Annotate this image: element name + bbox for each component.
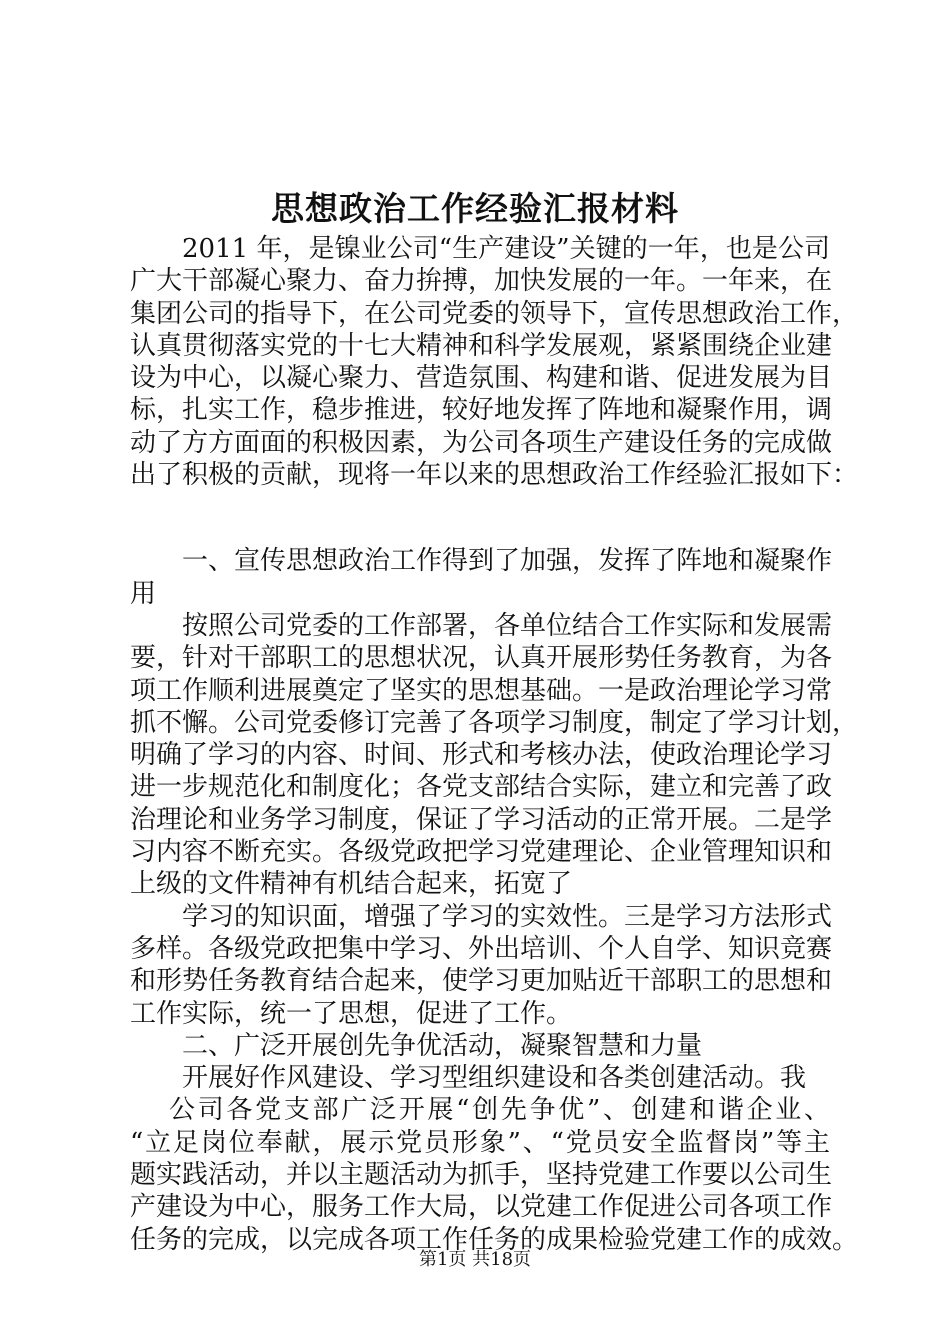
text-line: 抓不懈。公司党委修订完善了各项学习制度，制定了学习计划， bbox=[130, 707, 859, 738]
text-line: 习内容不断充实。各级党政把学习党建理论、企业管理知识和 bbox=[130, 837, 833, 868]
text-line: “立足岗位奉献，展示党员形象”、“党员安全监督岗”等主 bbox=[130, 1127, 830, 1158]
document-title: 思想政治工作经验汇报材料 bbox=[271, 189, 679, 228]
section-heading-two bbox=[130, 1030, 830, 1062]
paragraph-knowledge bbox=[130, 901, 833, 1030]
text-line: 和形势任务教育结合起来，使学习更加贴近干部职工的思想和 bbox=[130, 966, 833, 997]
text-line: 多样。各级党政把集中学习、外出培训、个人自学、知识竞赛 bbox=[130, 933, 833, 964]
paragraph-study bbox=[130, 610, 859, 901]
text-line: 按照公司党委的工作部署，各单位结合工作实际和发展需 bbox=[182, 610, 833, 641]
text-line: 设为中心，以凝心聚力、营造氛围、构建和谐、促进发展为目 bbox=[130, 363, 833, 394]
paragraph-party-branch bbox=[130, 1094, 859, 1255]
text-line: 项工作顺利进展奠定了坚实的思想基础。一是政治理论学习常 bbox=[130, 675, 833, 706]
text-line: 产建设为中心，服务工作大局，以党建工作促进公司各项工作 bbox=[130, 1192, 833, 1223]
page-number-footer: 第1页 共18页 bbox=[418, 1249, 532, 1270]
text-line: 学习的知识面，增强了学习的实效性。三是学习方法形式 bbox=[182, 901, 833, 932]
text-line: 明确了学习的内容、时间、形式和考核办法，使政治理论学习 bbox=[130, 740, 833, 771]
text-line: 集团公司的指导下，在公司党委的领导下，宣传思想政治工作， bbox=[130, 298, 859, 329]
text-line: 用 bbox=[130, 578, 157, 609]
text-line: 广大干部凝心聚力、奋力拚搏，加快发展的一年。一年来，在 bbox=[130, 266, 833, 297]
text-line: 认真贯彻落实党的十七大精神和科学发展观，紧紧围绕企业建 bbox=[130, 330, 833, 361]
text-line: 一、宣传思想政治工作得到了加强，发挥了阵地和凝聚作 bbox=[182, 546, 833, 577]
paragraph-intro bbox=[130, 233, 859, 491]
text-line: 出了积极的贡献，现将一年以来的思想政治工作经验汇报如下： bbox=[130, 460, 859, 491]
paragraph-spacer bbox=[130, 491, 830, 545]
text-line: 进一步规范化和制度化；各党支部结合实际，建立和完善了政 bbox=[130, 772, 833, 803]
document-body bbox=[130, 233, 859, 1256]
text-line: 公司各党支部广泛开展“创先争优”、创建和谐企业、 bbox=[169, 1095, 830, 1126]
text-line: 任务的完成，以完成各项工作任务的成果检验党建工作的成效。 bbox=[130, 1224, 859, 1255]
text-line: 开展好作风建设、学习型组织建设和各类创建活动。我 bbox=[182, 1063, 807, 1094]
text-line: 二、广泛开展创先争优活动，凝聚智慧和力量 bbox=[182, 1030, 703, 1061]
section-heading-one bbox=[130, 545, 833, 610]
text-line: 2011 年，是镍业公司“生产建设”关键的一年，也是公司 bbox=[182, 234, 830, 264]
text-line: 动了方方面面的积极因素，为公司各项生产建设任务的完成做 bbox=[130, 427, 833, 458]
paragraph-activities bbox=[130, 1062, 830, 1094]
text-line: 工作实际，统一了思想，促进了工作。 bbox=[130, 998, 573, 1029]
text-line: 上级的文件精神有机结合起来，拓宽了 bbox=[130, 869, 573, 900]
text-line: 治理论和业务学习制度，保证了学习活动的正常开展。二是学 bbox=[130, 804, 833, 835]
text-line: 要，针对干部职工的思想状况，认真开展形势任务教育，为各 bbox=[130, 643, 833, 674]
text-line: 题实践活动，并以主题活动为抓手，坚持党建工作要以公司生 bbox=[130, 1160, 833, 1191]
text-line: 标，扎实工作，稳步推进，较好地发挥了阵地和凝聚作用，调 bbox=[130, 395, 833, 426]
